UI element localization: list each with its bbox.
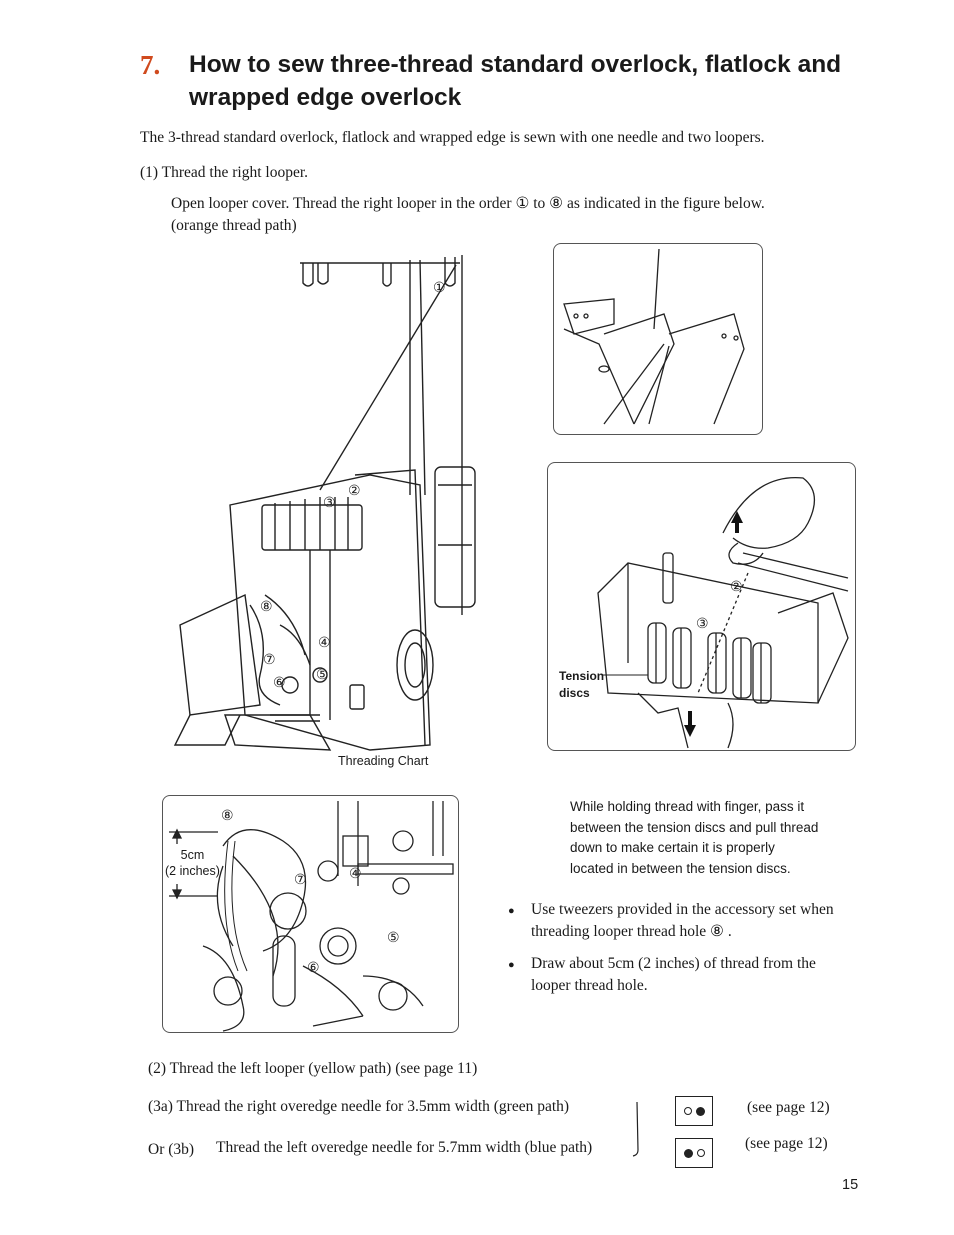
svg-text:⑤: ⑤ <box>387 930 400 946</box>
measurement-label-line-2: (2 inches) <box>165 864 220 878</box>
looper-closeup-illustration <box>163 796 458 1032</box>
tension-discs-illustration <box>548 463 855 750</box>
filled-circle-icon <box>684 1149 693 1158</box>
svg-text:②: ② <box>730 579 743 595</box>
step-2: (2) Thread the left looper (yellow path) (see page 11) <box>148 1060 478 1077</box>
tension-note-line-4: located in between the tension discs. <box>570 860 791 876</box>
looper-closeup-figure <box>162 795 459 1033</box>
tension-note <box>570 797 855 879</box>
see-page-3a: (see page 12) <box>747 1099 830 1116</box>
step-1-label: (1) Thread the right looper. <box>140 164 309 181</box>
tension-note-line-3: down to make certain it is properly <box>570 840 775 855</box>
serger-illustration <box>170 245 480 775</box>
bullet-draw-line-2: looper thread hole. <box>531 977 648 994</box>
title-line-1: How to sew three-thread standard overlock, flatlock and <box>189 51 842 78</box>
svg-text:⑤: ⑤ <box>316 667 329 683</box>
left-needle-path-indicator <box>675 1138 713 1168</box>
threading-chart-figure <box>170 245 480 775</box>
step-3a: (3a) Thread the right overedge needle for 3.5mm width (green path) <box>148 1098 570 1115</box>
svg-text:⑧: ⑧ <box>221 808 234 824</box>
step-3b-prefix: Or (3b) <box>148 1141 195 1158</box>
right-needle-path-indicator <box>675 1096 713 1126</box>
step-1-instruction-line-1: Open looper cover. Thread the right looper in the order ① to ⑧ as indicated in the figure below. <box>171 195 765 212</box>
filled-circle-icon <box>696 1107 705 1116</box>
svg-text:③: ③ <box>323 495 336 511</box>
tension-label-line-2: discs <box>559 686 590 700</box>
bullet-tweezers-line-1: Use tweezers provided in the accessory set when <box>531 901 834 918</box>
brace-line <box>631 1100 645 1158</box>
tension-discs-label <box>559 668 604 702</box>
bullet-marker: ● <box>508 905 515 917</box>
svg-text:④: ④ <box>318 635 331 651</box>
svg-text:③: ③ <box>696 616 709 632</box>
step-3b: Thread the left overedge needle for 5.7mm width (blue path) <box>216 1139 593 1156</box>
threading-chart-caption: Threading Chart <box>338 754 429 768</box>
section-number: 7. <box>140 50 161 80</box>
open-circle-icon <box>697 1149 705 1157</box>
title-line-2: wrapped edge overlock <box>189 84 462 111</box>
svg-text:⑥: ⑥ <box>307 960 320 976</box>
svg-text:④: ④ <box>349 866 362 882</box>
page-title <box>189 48 889 114</box>
measurement-label-line-1: 5cm <box>180 848 205 862</box>
tension-label-line-1: Tension <box>559 669 605 683</box>
bullet-draw-thread <box>508 953 868 997</box>
page-number: 15 <box>842 1177 859 1193</box>
step-1-instruction <box>171 193 871 237</box>
bullet-marker: ● <box>508 959 515 971</box>
svg-text:⑦: ⑦ <box>263 652 276 668</box>
tension-discs-figure <box>547 462 856 751</box>
bullet-tweezers-line-2: threading looper thread hole ⑧ . <box>531 923 732 940</box>
tension-disc-top-illustration <box>554 244 762 434</box>
step-1-instruction-line-2: (orange thread path) <box>171 217 297 234</box>
see-page-3b: (see page 12) <box>745 1135 828 1152</box>
measurement-label <box>165 847 220 879</box>
svg-text:⑧: ⑧ <box>260 599 273 615</box>
tension-note-line-2: between the tension discs and pull thread <box>570 819 819 835</box>
svg-text:②: ② <box>348 483 361 499</box>
svg-text:⑥: ⑥ <box>273 675 286 691</box>
bullet-draw-line-1: Draw about 5cm (2 inches) of thread from the <box>531 955 816 972</box>
svg-text:⑦: ⑦ <box>294 872 307 888</box>
tension-disc-top-view-figure <box>553 243 763 435</box>
bullet-tweezers <box>508 899 868 943</box>
svg-text:①: ① <box>433 280 446 296</box>
tension-note-line-1: While holding thread with finger, pass it <box>570 799 805 814</box>
intro-paragraph: The 3-thread standard overlock, flatlock and wrapped edge is sewn with one needle and two loopers. <box>140 129 765 146</box>
open-circle-icon <box>684 1107 692 1115</box>
